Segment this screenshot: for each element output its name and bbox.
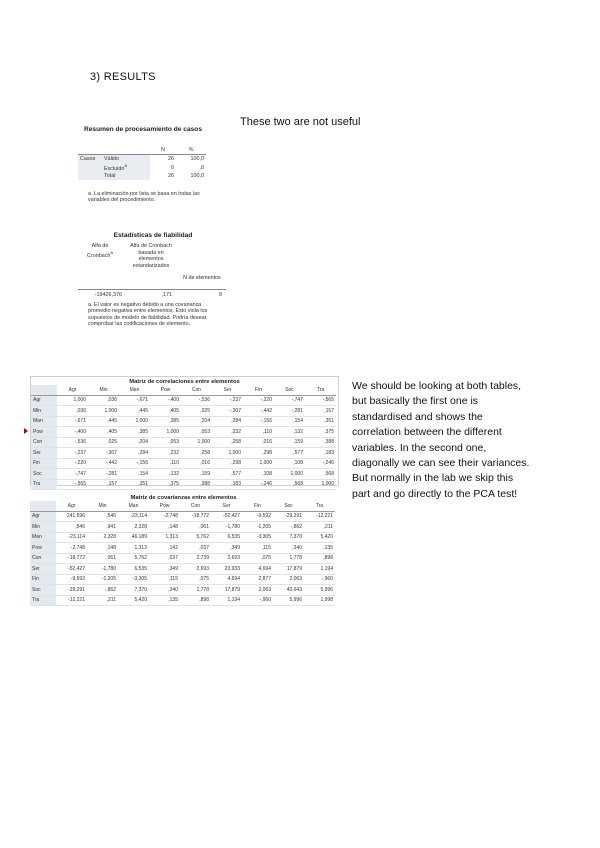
column-header: Man [118,501,149,511]
table-row [30,595,335,606]
matrix-cell: -52,427 [56,564,87,575]
matrix-cell: ,405 [88,427,119,438]
row-label: Con [30,553,56,564]
matrix-cell: ,025 [88,437,119,448]
resumen-n: 26 [168,173,174,180]
fiabilidad-col-alpha: Alfa de Cronbach$^a$ [87,243,113,259]
matrix-cell: 1,000 [57,395,88,406]
matrix-cell: -,442 [88,458,119,469]
table-row [30,543,335,554]
matrix-cell: -,400 [57,427,88,438]
matrix-cell: -18,772 [56,553,87,564]
table-row [31,469,336,480]
matrix-cell: ,154 [274,416,305,427]
matrix-cell: ,053 [181,427,212,438]
resumen-col-n: N [150,146,176,155]
matrix-cell: ,157 [88,479,119,490]
resumen-row-label: Válido [102,155,150,164]
matrix-cell: ,183 [305,448,336,459]
matrix-header-row [31,385,336,395]
row-label: Pow [31,427,57,438]
matrix-cell: -23,114 [118,511,149,522]
matrix-cell: -,747 [57,469,88,480]
matrix-cell: ,159 [274,437,305,448]
table-row [31,479,336,490]
matrix-cell: -23,114 [56,532,87,543]
row-label: Pow [30,543,56,554]
matrix-cell: ,445 [119,406,150,417]
matrix-cell: 2,739 [180,553,211,564]
footnote-mark: a [124,163,127,169]
matrix-cell: 2,877 [242,574,273,585]
column-header: Pow [150,385,181,395]
matrix-cell: ,385 [150,416,181,427]
matrix-cell: ,375 [150,479,181,490]
matrix-cell: 5,420 [118,595,149,606]
matrix-cell: ,388 [305,437,336,448]
table-row [31,427,336,438]
table-row [78,172,206,180]
fiabilidad-divider [78,289,226,290]
matrix-cell: ,405 [150,406,181,417]
column-header: Soc [273,501,304,511]
matrix-cell: -1,205 [242,522,273,533]
matrix-cell: ,157 [305,406,336,417]
matrix-cell: ,258 [212,437,243,448]
matrix-cell: -,400 [150,395,181,406]
matrix-cell: ,211 [304,522,335,533]
matrix-cell: 5,762 [180,532,211,543]
matrix-cell: -,536 [57,437,88,448]
matrix-cell: -,565 [305,395,336,406]
matrix-cell: ,284 [212,416,243,427]
matrix-cell: -12,221 [304,511,335,522]
column-header: Pow [149,501,180,511]
matrix-cell: 1,000 [274,469,305,480]
matrix-cell: -2,748 [149,511,180,522]
matrix-cell: ,258 [181,448,212,459]
matrix-cell: -,960 [304,574,335,585]
matrix-cell: -18,772 [180,511,211,522]
matrix-cell: -,246 [305,458,336,469]
column-header: Tra [304,501,335,511]
column-header: Soc [274,385,305,395]
matrix-cell: ,568 [305,469,336,480]
matrix-cell: -,156 [243,416,274,427]
table-row [31,406,336,417]
covariance-table [30,501,335,606]
matrix-cell: -1,780 [211,522,242,533]
matrix-cell: ,061 [87,553,118,564]
matrix-cell: 1,000 [243,458,274,469]
resumen-col-pct: % [176,146,206,155]
matrix-cell: ,546 [87,511,118,522]
footnote-mark: a [110,249,113,255]
table-row [30,522,335,533]
correlation-matrix [30,376,339,486]
matrix-cell: -1,205 [87,574,118,585]
matrix-cell: -29,291 [273,511,304,522]
matrix-cell: -,307 [88,448,119,459]
resumen-title: Resumen de procesamiento de casos [84,126,202,133]
matrix-cell: ,037 [149,553,180,564]
matrix-cell: ,135 [304,543,335,554]
matrix-cell: ,135 [149,595,180,606]
table-row [31,458,336,469]
row-label: Min [31,406,57,417]
table-row [31,448,336,459]
matrix-cell: 241,596 [56,511,87,522]
table-row [31,437,336,448]
matrix-cell: 1,000 [181,437,212,448]
matrix-cell: 1,998 [304,595,335,606]
matrix-cell: -,536 [181,395,212,406]
matrix-cell: 7,370 [273,532,304,543]
matrix-cell: -3,305 [242,532,273,543]
matrix-cell: ,053 [150,437,181,448]
matrix-cell: 1,313 [149,532,180,543]
matrix-cell: ,016 [181,458,212,469]
matrix-cell: ,075 [180,574,211,585]
matrix-cell: ,061 [180,522,211,533]
matrix-cell: -9,592 [242,511,273,522]
matrix-cell: 1,313 [118,543,149,554]
matrix-cell: -,442 [243,406,274,417]
table-row [30,585,335,596]
table-row [78,155,206,164]
fiabilidad-footnote: a. El valor es negativo debido a una covarianza promedio negativa entre elementos. Esto viola los supuestos de modelo de fiabilidad. Podría desear comprobar las codificaciones de elemento. [88,302,208,328]
matrix-cell: ,568 [274,479,305,490]
matrix-cell: 1,000 [119,416,150,427]
table-row [31,395,336,406]
matrix-cell: ,110 [243,427,274,438]
matrix-cell: ,204 [181,416,212,427]
matrix-cell: ,016 [243,437,274,448]
matrix-cell: 2,693 [180,564,211,575]
matrix-header-row [30,501,335,511]
column-header: Tra [305,385,336,395]
row-label: Ser [31,448,57,459]
resumen-pct: ,0 [199,164,204,171]
matrix-cell: 4,694 [211,574,242,585]
row-label: Tra [30,595,56,606]
matrix-cell: -9,592 [56,574,87,585]
correlation-table [31,385,336,490]
matrix-cell: ,154 [119,469,150,480]
matrix-cell: -,220 [57,458,88,469]
matrix-cell: -52,427 [211,511,242,522]
note-tables-explanation: We should be looking at both tables, but basically the first one is standardised and shows the correlation between the different variables. In the second one, diagonally we can see their variances. But normally in the lab we skip this part and go directly to the PCA test! [352,380,530,500]
matrix-cell: -2,748 [56,543,87,554]
matrix-cell: 2,063 [242,585,273,596]
matrix-cell: ,232 [212,427,243,438]
matrix-cell: ,075 [242,553,273,564]
matrix-cell: 2,328 [118,522,149,533]
matrix-cell: ,211 [87,595,118,606]
matrix-cell: ,577 [274,448,305,459]
resumen-row-label: Total [102,172,150,180]
resumen-n: 26 [168,156,174,163]
table-row [78,163,206,172]
column-header: Fin [242,501,273,511]
matrix-cell: ,148 [87,543,118,554]
resumen-table [78,146,206,180]
row-label: Agr [31,395,57,406]
matrix-cell: ,898 [304,553,335,564]
matrix-cell: ,232 [150,448,181,459]
section-heading: 3) RESULTS [90,71,156,83]
resumen-group-label: Casos [78,155,102,164]
matrix-cell: 2,693 [211,553,242,564]
matrix-cell: ,351 [119,479,150,490]
fiabilidad-col-n: N de elementos [183,275,221,281]
matrix-cell: 1,778 [180,585,211,596]
matrix-cell: ,298 [212,458,243,469]
covariance-matrix [30,495,337,606]
matrix-cell: ,037 [180,543,211,554]
matrix-cell: -,281 [274,406,305,417]
matrix-cell: 2,328 [87,532,118,543]
matrix-cell: -29,291 [56,585,87,596]
matrix-cell: ,388 [181,479,212,490]
matrix-cell: 1,778 [273,553,304,564]
matrix-cell: -,565 [57,479,88,490]
matrix-cell: 4,694 [242,564,273,575]
matrix-cell: ,036 [88,395,119,406]
matrix-cell: ,148 [149,522,180,533]
row-label: Man [30,532,56,543]
matrix-cell: ,183 [212,479,243,490]
matrix-cell: -,281 [88,469,119,480]
matrix-cell: -,862 [87,585,118,596]
matrix-cell: ,298 [243,448,274,459]
matrix-cell: -12,221 [56,595,87,606]
row-label: Soc [30,585,56,596]
matrix-cell: ,108 [274,458,305,469]
matrix-cell: 40,643 [273,585,304,596]
matrix-cell: 46,189 [118,532,149,543]
row-label: Soc [31,469,57,480]
matrix-cell: ,375 [305,427,336,438]
row-label: Con [31,437,57,448]
matrix-cell: ,385 [119,427,150,438]
column-header: Fin [243,385,274,395]
matrix-cell: -,156 [119,458,150,469]
matrix-cell: 2,063 [273,574,304,585]
resumen-row-label: Excluido$^a$ [102,163,150,172]
column-header: Ser [212,385,243,395]
matrix-corner [31,385,57,395]
matrix-cell: -3,305 [118,574,149,585]
row-pointer-icon [24,428,28,434]
matrix-cell: -,671 [57,416,88,427]
table-row [30,564,335,575]
correlation-title: Matriz de correlaciones entre elementos [129,379,240,385]
row-label: Ser [30,564,56,575]
table-row [31,416,336,427]
matrix-cell: ,546 [56,522,87,533]
column-header: Agr [56,501,87,511]
matrix-cell: ,159 [181,469,212,480]
matrix-cell: ,036 [57,406,88,417]
matrix-cell: ,577 [212,469,243,480]
matrix-cell: ,132 [274,427,305,438]
row-label: Fin [30,574,56,585]
matrix-cell: -,747 [274,395,305,406]
fiabilidad-n-value: 9 [219,292,222,298]
matrix-cell: ,898 [180,595,211,606]
matrix-cell: -1,780 [87,564,118,575]
column-header: Con [181,385,212,395]
matrix-cell: 6,535 [211,532,242,543]
row-label: Tra [31,479,57,490]
matrix-cell: -,237 [57,448,88,459]
matrix-cell: ,108 [243,469,274,480]
matrix-cell: 7,370 [118,585,149,596]
matrix-cell: -,960 [242,595,273,606]
fiabilidad-alpha-value: -19426,376 [94,292,122,298]
matrix-cell: ,132 [150,469,181,480]
matrix-cell: -,671 [119,395,150,406]
fiabilidad-alpha-std-value: ,171 [161,292,172,298]
matrix-cell: 1,194 [304,564,335,575]
column-header: Min [88,385,119,395]
matrix-cell: 6,535 [118,564,149,575]
matrix-cell: ,110 [150,458,181,469]
column-header: Min [87,501,118,511]
matrix-cell: 1,000 [150,427,181,438]
covariance-title: Matriz de covarianzas entre elementos [130,495,237,501]
table-row [30,532,335,543]
matrix-cell: 5,420 [304,532,335,543]
table-row [30,511,335,522]
column-header: Agr [57,385,88,395]
matrix-cell: 5,996 [273,595,304,606]
matrix-cell: ,115 [149,574,180,585]
fiabilidad-col-alpha-std: Alfa de Cronbach basada en elementos estandarizados [130,243,172,269]
resumen-footnote: a. La eliminación por lista se basa en todas las variables del procedimiento. [88,191,200,204]
matrix-cell: -,220 [243,395,274,406]
matrix-cell: 17,879 [211,585,242,596]
matrix-cell: -,246 [243,479,274,490]
matrix-cell: ,284 [119,448,150,459]
matrix-cell: ,204 [119,437,150,448]
row-label: Fin [31,458,57,469]
row-label: Min [30,522,56,533]
matrix-cell: -,862 [273,522,304,533]
resumen-pct: 100,0 [190,156,204,163]
matrix-cell: -,237 [212,395,243,406]
matrix-cell: 5,996 [304,585,335,596]
resumen-pct: 100,0 [190,173,204,180]
table-row [30,553,335,564]
matrix-cell: ,115 [242,543,273,554]
row-label: Agr [30,511,56,522]
matrix-cell: ,351 [305,416,336,427]
column-header: Man [119,385,150,395]
fiabilidad-title: Estadísticas de fiabilidad [113,232,193,239]
matrix-cell: ,142 [149,543,180,554]
matrix-cell: ,340 [149,585,180,596]
matrix-cell: 23,933 [211,564,242,575]
matrix-cell: 1,000 [305,479,336,490]
note-not-useful: These two are not useful [240,116,361,128]
matrix-cell: 1,000 [212,448,243,459]
matrix-corner [30,501,56,511]
matrix-cell: ,025 [181,406,212,417]
matrix-cell: ,349 [211,543,242,554]
matrix-cell: -,307 [212,406,243,417]
matrix-cell: 1,194 [211,595,242,606]
matrix-cell: 17,879 [273,564,304,575]
matrix-cell: 5,762 [118,553,149,564]
matrix-cell: ,349 [149,564,180,575]
column-header: Ser [211,501,242,511]
matrix-cell: ,445 [88,416,119,427]
matrix-cell: 1,000 [88,406,119,417]
table-row [30,574,335,585]
matrix-cell: ,941 [87,522,118,533]
row-label: Man [31,416,57,427]
column-header: Con [180,501,211,511]
resumen-n: 0 [171,164,174,171]
matrix-cell: ,340 [273,543,304,554]
